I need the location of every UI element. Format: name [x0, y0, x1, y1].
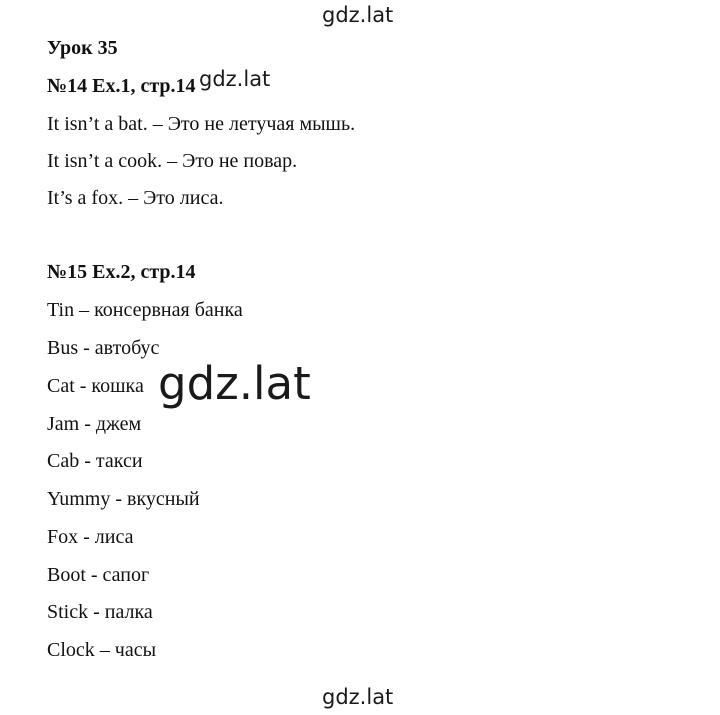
vocabulary-line: Bus - автобус [47, 337, 160, 359]
vocabulary-line: Cab - такси [47, 450, 143, 472]
translation-line: It isn’t a cook. – Это не повар. [47, 150, 298, 172]
vocabulary-line: Clock – часы [47, 639, 157, 661]
watermark-inline: gdz.lat [199, 67, 271, 91]
vocabulary-line: Stick - палка [47, 601, 153, 623]
watermark-center: gdz.lat [158, 357, 311, 410]
watermark-top: gdz.lat [322, 3, 394, 27]
vocabulary-line: Boot - сапог [47, 564, 150, 586]
vocabulary-line: Yummy - вкусный [47, 488, 200, 510]
translation-line: It’s a fox. – Это лиса. [47, 187, 224, 209]
watermark-bottom: gdz.lat [322, 685, 394, 709]
translation-line: It isn’t a bat. – Это не летучая мышь. [47, 113, 356, 135]
vocabulary-line: Jam - джем [47, 413, 142, 435]
vocabulary-line: Cat - кошка [47, 375, 144, 397]
lesson-title: Урок 35 [47, 37, 118, 59]
section-heading-14: №14 Ex.1, стр.14 [47, 75, 196, 97]
vocabulary-line: Fox - лиса [47, 526, 134, 548]
section-heading-15: №15 Ex.2, стр.14 [47, 261, 196, 283]
vocabulary-line: Tin – консервная банка [47, 299, 243, 321]
